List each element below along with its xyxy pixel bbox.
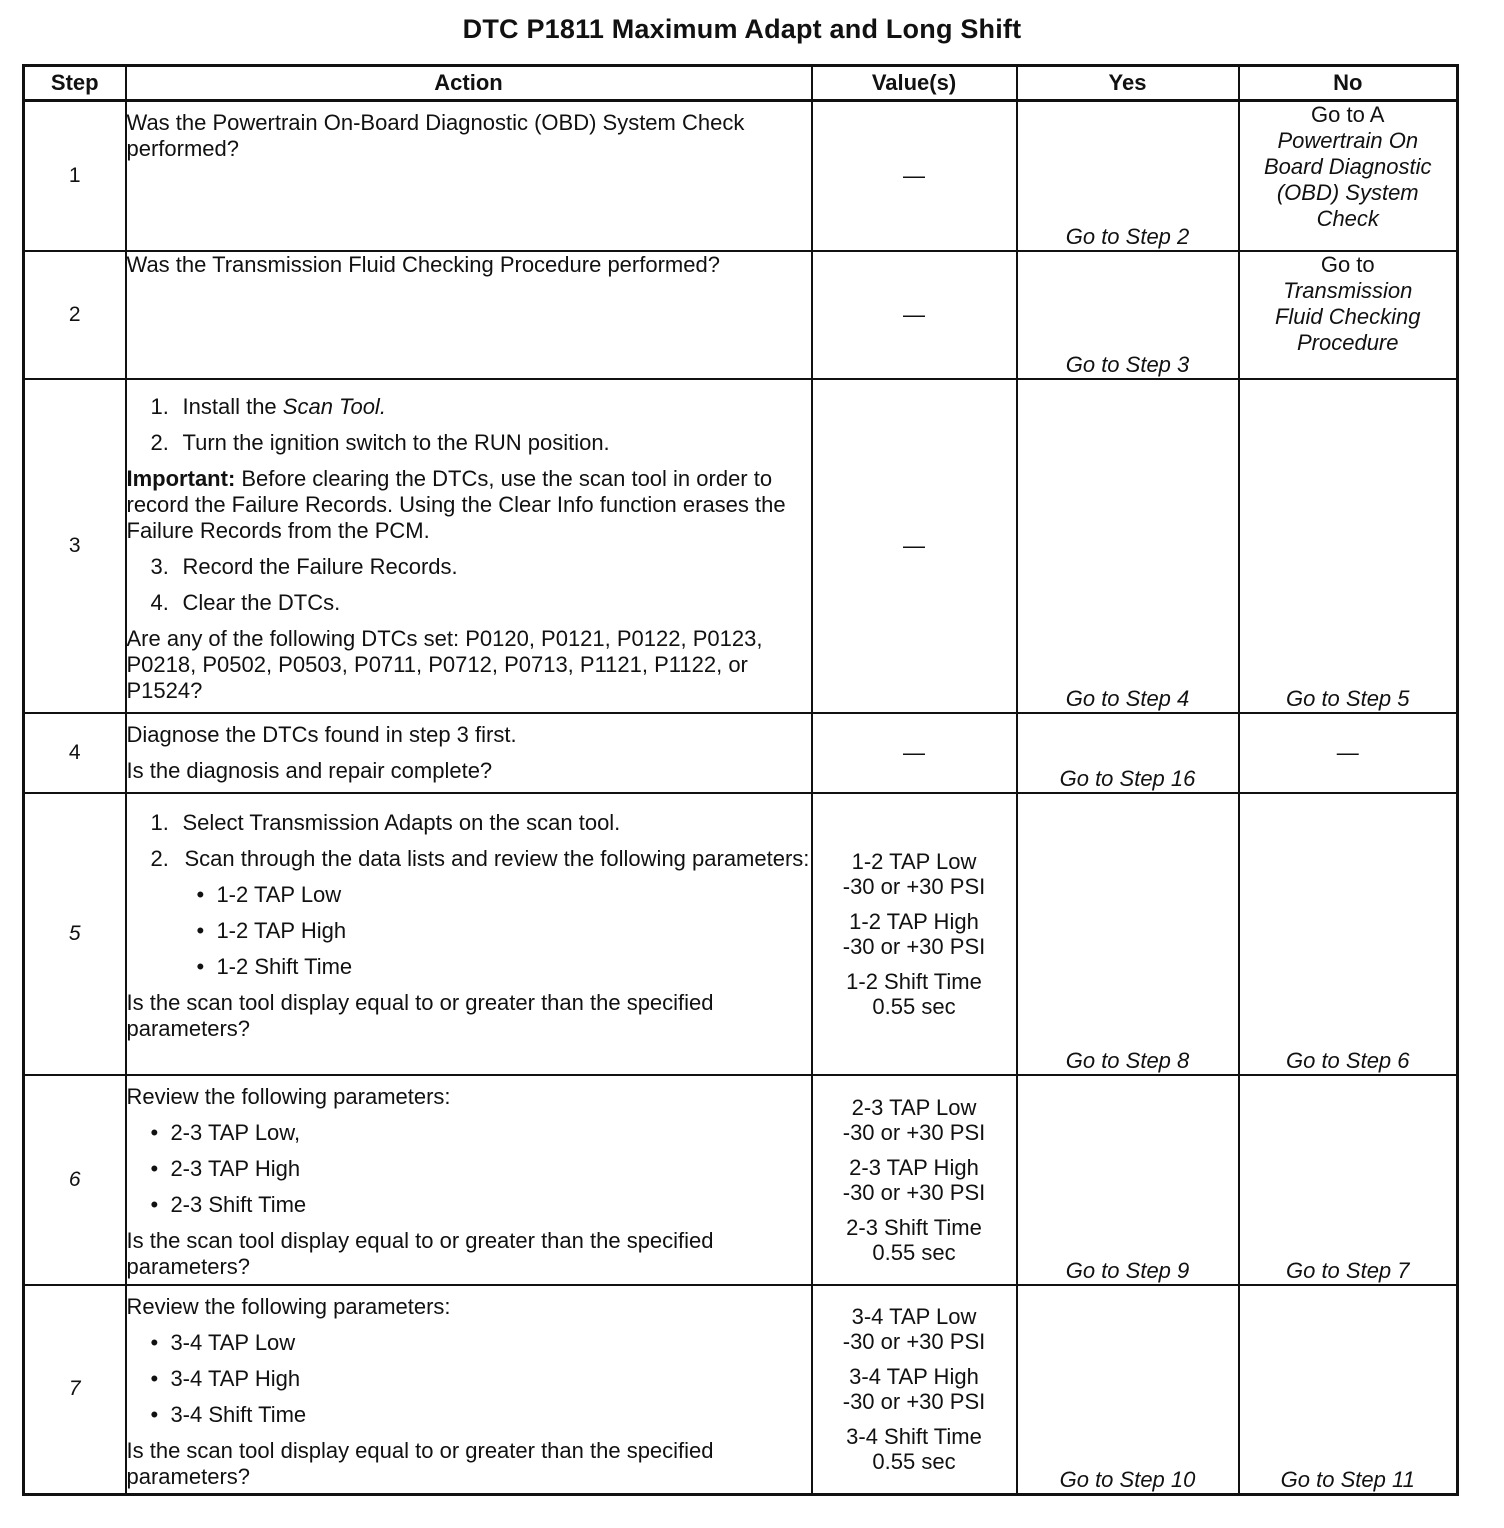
bullet-item: • 1-2 TAP High xyxy=(196,917,347,943)
step-number: 7 xyxy=(24,1285,126,1495)
value-cell: — xyxy=(812,713,1017,793)
action-cell xyxy=(126,1075,812,1285)
action-cell xyxy=(126,793,812,1075)
value-cell xyxy=(812,1075,1017,1285)
step-number: 1 xyxy=(24,101,126,251)
yes-link[interactable]: Go to Step 2 xyxy=(1017,101,1239,251)
no-link-line: Transmission xyxy=(1283,277,1413,303)
bullet-item: • 3-4 Shift Time xyxy=(150,1401,307,1427)
no-link[interactable]: Go to Step 7 xyxy=(1239,1075,1458,1285)
no-link-line: Go to xyxy=(1320,251,1375,277)
diagnostic-table xyxy=(22,64,1459,1496)
step-number: 4 xyxy=(24,713,126,793)
header-no: No xyxy=(1239,66,1458,101)
yes-link[interactable]: Go to Step 4 xyxy=(1017,379,1239,713)
question-text: Is the diagnosis and repair complete? xyxy=(126,757,493,783)
action-cell xyxy=(126,1285,812,1495)
bullet-item: • 2-3 TAP Low, xyxy=(150,1119,301,1145)
important-note: Important: Before clearing the DTCs, use the scan tool in order to record the Failure Records. Using the Clear Info function erases the Failure Records from the PCM. xyxy=(126,465,786,543)
step-number: 3 xyxy=(24,379,126,713)
numbered-item: 1. Install the Scan Tool. xyxy=(150,393,386,419)
page-title: DTC P1811 Maximum Adapt and Long Shift xyxy=(462,14,1022,44)
param-spec: 2-3 Shift Time 0.55 sec xyxy=(846,1214,982,1265)
numbered-item: 2. Turn the ignition switch to the RUN position. xyxy=(150,429,610,455)
table-row xyxy=(24,101,1458,251)
action-text: Review the following parameters: xyxy=(126,1293,451,1319)
action-cell xyxy=(126,379,812,713)
bullet-item: • 2-3 TAP High xyxy=(150,1155,301,1181)
param-spec: 2-3 TAP Low -30 or +30 PSI xyxy=(842,1094,986,1145)
value-cell: — xyxy=(812,251,1017,379)
step-number: 5 xyxy=(24,793,126,1075)
action-text: Was the Transmission Fluid Checking Procedure performed? xyxy=(126,251,720,277)
bullet-item: • 2-3 Shift Time xyxy=(150,1191,307,1217)
param-spec: 2-3 TAP High -30 or +30 PSI xyxy=(842,1154,986,1205)
value-cell xyxy=(812,793,1017,1075)
action-text: Was the Powertrain On-Board Diagnostic (OBD) System Check performed? xyxy=(126,110,745,161)
param-spec: 3-4 TAP Low -30 or +30 PSI xyxy=(842,1304,986,1355)
no-link[interactable] xyxy=(1239,251,1458,379)
no-link-line: Procedure xyxy=(1296,329,1399,355)
no-link[interactable]: Go to Step 11 xyxy=(1239,1285,1458,1495)
question-text: Is the scan tool display equal to or greater than the specified parameters? xyxy=(126,1437,714,1489)
yes-link[interactable]: Go to Step 8 xyxy=(1017,793,1239,1075)
no-link[interactable]: Go to Step 5 xyxy=(1239,379,1458,713)
value-cell: — xyxy=(812,101,1017,251)
bullet-item: • 1-2 TAP Low xyxy=(196,881,342,907)
no-link-line: Fluid Checking xyxy=(1274,303,1421,329)
header-values: Value(s) xyxy=(812,66,1017,101)
question-text: Is the scan tool display equal to or greater than the specified parameters? xyxy=(126,1227,714,1279)
action-cell xyxy=(126,101,812,251)
bullet-item: • 1-2 Shift Time xyxy=(196,953,353,979)
step-number: 2 xyxy=(24,251,126,379)
bullet-item: • 3-4 TAP High xyxy=(150,1365,301,1391)
table-row xyxy=(24,1075,1458,1285)
action-cell xyxy=(126,713,812,793)
bullet-item: • 3-4 TAP Low xyxy=(150,1329,296,1355)
yes-link[interactable]: Go to Step 16 xyxy=(1017,713,1239,793)
value-cell: — xyxy=(812,379,1017,713)
header-action: Action xyxy=(126,66,812,101)
numbered-item: 2. Scan through the data lists and review the following parameters: xyxy=(150,845,810,871)
numbered-item: 1. Select Transmission Adapts on the scan tool. xyxy=(150,809,621,835)
table-header-row xyxy=(24,66,1458,101)
action-text: Diagnose the DTCs found in step 3 first. xyxy=(126,721,517,747)
no-link-line: Go to A xyxy=(1311,102,1385,127)
header-yes: Yes xyxy=(1017,66,1239,101)
no-link-line: Board Diagnostic xyxy=(1263,154,1432,179)
table-row xyxy=(24,1285,1458,1495)
action-cell xyxy=(126,251,812,379)
value-cell xyxy=(812,1285,1017,1495)
table-row xyxy=(24,251,1458,379)
question-text: Are any of the following DTCs set: P0120, P0121, P0122, P0123, P0218, P0502, P0503, P0711, P0712, P0713, P1121, P1122, or P1524? xyxy=(126,625,763,703)
numbered-item: 4. Clear the DTCs. xyxy=(150,589,341,615)
no-link-line: Check xyxy=(1316,206,1379,231)
param-spec: 1-2 Shift Time 0.55 sec xyxy=(846,968,982,1019)
param-spec: 3-4 Shift Time 0.55 sec xyxy=(846,1424,982,1475)
param-spec: 3-4 TAP High -30 or +30 PSI xyxy=(842,1364,986,1415)
header-step: Step xyxy=(24,66,126,101)
action-text: Review the following parameters: xyxy=(126,1083,451,1109)
yes-link[interactable]: Go to Step 3 xyxy=(1017,251,1239,379)
table-row xyxy=(24,379,1458,713)
yes-link[interactable]: Go to Step 9 xyxy=(1017,1075,1239,1285)
no-link-line: Powertrain On xyxy=(1277,128,1419,153)
table-row xyxy=(24,713,1458,793)
yes-link[interactable]: Go to Step 10 xyxy=(1017,1285,1239,1495)
question-text: Is the scan tool display equal to or greater than the specified parameters? xyxy=(126,989,714,1041)
param-spec: 1-2 TAP Low -30 or +30 PSI xyxy=(842,848,986,899)
table-row xyxy=(24,793,1458,1075)
no-link[interactable] xyxy=(1239,101,1458,251)
step-number: 6 xyxy=(24,1075,126,1285)
param-spec: 1-2 TAP High -30 or +30 PSI xyxy=(842,908,986,959)
no-link-line: (OBD) System xyxy=(1276,180,1419,205)
no-value: — xyxy=(1239,713,1458,793)
no-link[interactable]: Go to Step 6 xyxy=(1239,793,1458,1075)
numbered-item: 3. Record the Failure Records. xyxy=(150,553,458,579)
